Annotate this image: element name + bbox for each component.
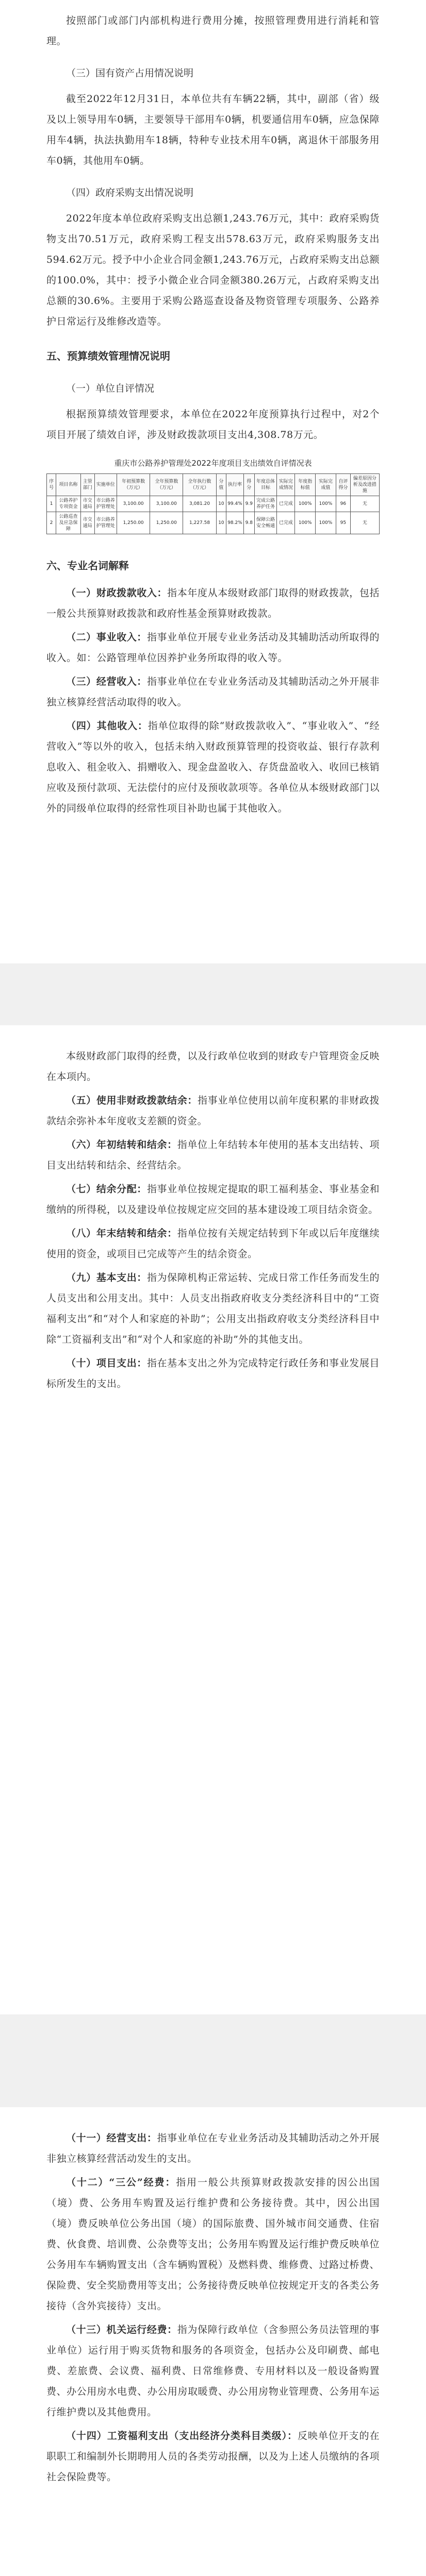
term-definition: 反映单位开支的在职职工和编制外长期聘用人员的各类劳动报酬，以及为上述人员缴纳的各项社会保险费等。 — [46, 2430, 380, 2483]
paragraph — [46, 2426, 380, 2487]
table-cell: 2 — [47, 512, 56, 534]
table-header-cell: 年度指标值 — [295, 474, 316, 496]
table-header-cell: 偏差原因分析及改进措施 — [350, 474, 379, 496]
term-label: （四）其他收入： — [66, 720, 148, 732]
table-header-cell: 得分 — [243, 474, 254, 496]
table-header-cell: 主管部门 — [80, 474, 94, 496]
paragraph — [46, 627, 380, 668]
table-header-cell: 全年执行数（万元） — [183, 474, 216, 496]
table-cell: 100% — [316, 512, 336, 534]
table-cell: 9.8 — [243, 512, 254, 534]
term-label: （七）结余分配： — [66, 1183, 147, 1195]
term-definition: 指事业单位在专业业务活动及其辅助活动之外开展非独立核算经营活动取得的收入。 — [46, 676, 380, 708]
table-cell: 3,100.00 — [150, 496, 183, 512]
subsection-heading: （四）政府采购支出情况说明 — [66, 187, 194, 198]
paragraph: 按照部门或部门内部机构进行费用分摊，按照管理费用进行消耗和管理。 — [46, 15, 380, 47]
term-definition: 指单位取得的除“财政拨款收入”、“事业收入”、“经营收入”等以外的收入，包括未纳入财政预算管理的投资收益、银行存款利息收入、租金收入、捐赠收入、现金盘盈收入、存货盘盈收入、收回已核销应收及预付款项、无法偿付的应付及预收款项等。各单位从本级财政部门以外的同级单位取得的经常性项目补助也属于其他收入。 — [46, 720, 380, 814]
term-definition: 指事业单位在专业业务活动及其辅助活动之外开展非独立核算经营活动发生的支出。 — [46, 2132, 380, 2164]
subsection-heading: （一）单位自评情况 — [66, 383, 155, 394]
table-cell: 1,227.58 — [183, 512, 216, 534]
page-2 — [0, 1025, 426, 2014]
page-1 — [0, 0, 426, 963]
paragraph — [46, 2128, 380, 2169]
paragraph — [46, 1134, 380, 1176]
table-cell: 95 — [336, 512, 350, 534]
table-header-cell: 项目名称 — [56, 474, 81, 496]
term-definition: 指在基本支出之外为完成特定行政任务和事业发展目标所发生的支出。 — [46, 1358, 380, 1389]
table-cell: 市公路养护管理处 — [94, 496, 117, 512]
table-header-cell: 年初预算数（万元） — [117, 474, 150, 496]
term-definition: 指为保障机构正常运转、完成日常工作任务而发生的人员支出和公用支出。其中：人员支出指政府收支分类经济科目中的“工资福利支出”和“对个人和家庭的补助”；公用支出指政府收支分类经济科目中除“工资福利支出”和“对个人和家庭的补助”外的其他支出。 — [46, 1272, 380, 1345]
term-label: （二）事业收入： — [66, 632, 147, 643]
term-label: （三）经营收入： — [66, 676, 147, 687]
term-definition: 指事业单位按规定提取的职工福利基金、事业基金和缴纳的所得税，以及建设单位按规定应交回的基本建设竣工项目结余资金。 — [46, 1183, 380, 1215]
table-cell: 3,100.00 — [117, 496, 150, 512]
term-label: （八）年末结转和结余： — [66, 1228, 177, 1239]
table-row — [47, 512, 380, 534]
paragraph: 根据预算绩效管理要求，本单位在2022年度预算执行过程中，对2个项目开展了绩效自评，涉及财政拨款项目支出4,308.78万元。 — [46, 409, 380, 440]
table-cell: 已完成 — [277, 496, 295, 512]
table-header-cell: 实施单位 — [94, 474, 117, 496]
term-label: （十四）工资福利支出（支出经济分类科目类级）： — [66, 2430, 298, 2442]
term-label: （十）项目支出： — [66, 1358, 147, 1369]
term-label: （十三）机关运行经费： — [66, 2324, 177, 2335]
subsection-heading: （三）国有资产占用情况说明 — [66, 67, 194, 79]
table-cell: 市交通局 — [80, 512, 94, 534]
table-header-cell: 序号 — [47, 474, 56, 496]
term-definition: 指用一般公共预算财政拨款安排的因公出国（境）费、公务用车购置及运行维护费和公务接待费。其中，因公出国（境）费反映单位公务出国（境）的国际旅费、国外城市间交通费、住宿费、伙食费、培训费、公杂费等支出；公务用车购置及运行维护费反映单位公务用车车辆购置支出（含车辆购置税）及燃料费、维修费、过路过桥费、保险费、安全奖励费用等支出；公务接待费反映单位按规定开支的各类公务接待（含外宾接待）支出。 — [46, 2177, 380, 2312]
table-header-cell: 年度总体目标 — [254, 474, 276, 496]
term-label: （九）基本支出： — [66, 1272, 147, 1283]
table-cell: 市公路养护管理处 — [94, 512, 117, 534]
paragraph — [46, 2319, 380, 2422]
table-cell: 100% — [295, 512, 316, 534]
term-definition: 指本年度从本级财政部门取得的财政拨款，包括一般公共预算财政拨款和政府性基金预算财政拨款。 — [46, 587, 380, 619]
page-gap — [0, 963, 426, 1025]
table-cell: 已完成 — [277, 512, 295, 534]
table-cell: 1,250.00 — [117, 512, 150, 534]
term-label: （六）年初结转和结余： — [66, 1139, 177, 1150]
term-label: （一）财政拨款收入： — [66, 587, 168, 599]
term-definition: 指单位按有关规定结转到下年或以后年度继续使用的资金，或项目已完成等产生的结余资金。 — [46, 1228, 380, 1260]
table-cell: 1 — [47, 496, 56, 512]
paragraph — [46, 1223, 380, 1264]
table-cell: 无 — [350, 512, 379, 534]
paragraph — [46, 1267, 380, 1350]
table-header-cell: 实际完成情况 — [277, 474, 295, 496]
term-definition: 指为保障行政单位（含参照公务员法管理的事业单位）运行用于购买货物和服务的各项资金，包括办公及印刷费、邮电费、差旅费、会议费、福利费、日常维修费、专用材料以及一般设备购置费、办公用房水电费、办公用房取暖费、办公用房物业管理费、公务用车运行维护费以及其他费用。 — [46, 2324, 380, 2418]
table-header-cell: 全年预算数（万元） — [150, 474, 183, 496]
paragraph — [46, 583, 380, 624]
table-cell: 1,250.00 — [150, 512, 183, 534]
term-definition: 指事业单位使用以前年度积累的非财政拨款结余弥补本年度收支差额的资金。 — [46, 1095, 380, 1127]
table-cell: 98.2% — [226, 512, 244, 534]
table-cell: 100% — [295, 496, 316, 512]
table-cell: 96 — [336, 496, 350, 512]
paragraph — [46, 1179, 380, 1220]
table-cell: 公路养护专项资金 — [56, 496, 81, 512]
section-heading: 六、专业名词解释 — [46, 560, 129, 572]
performance-table — [46, 473, 380, 534]
paragraph — [46, 1090, 380, 1131]
table-cell: 10 — [216, 496, 226, 512]
section-heading: 五、预算绩效管理情况说明 — [46, 350, 170, 362]
term-definition: 指单位上年结转本年使用的基本支出结转、项目支出结转和结余、经营结余。 — [46, 1139, 380, 1171]
table-cell: 99.4% — [226, 496, 244, 512]
table-cell: 100% — [316, 496, 336, 512]
table-cell: 10 — [216, 512, 226, 534]
paragraph — [46, 716, 380, 819]
term-definition: 指事业单位开展专业业务活动及其辅助活动所取得的收入。如：公路管理单位因养护业务所取得的收入等。 — [46, 632, 380, 664]
page-3 — [0, 2107, 426, 2576]
paragraph: 截至2022年12月31日，本单位共有车辆22辆，其中，副部（省）级及以上领导用车0辆，主要领导干部用车0辆，机要通信用车0辆，应急保障用车4辆，执法执勤用车18辆，特种专业技术用车0辆，离退休干部服务用车0辆，其他用车0辆。 — [46, 93, 380, 166]
table-cell: 3,081.20 — [183, 496, 216, 512]
performance-table-block — [46, 457, 380, 534]
paragraph — [46, 2172, 380, 2316]
table-header-cell: 自评得分 — [336, 474, 350, 496]
table-header-cell: 实际完成值 — [316, 474, 336, 496]
table-cell: 无 — [350, 496, 379, 512]
paragraph — [46, 1353, 380, 1394]
table-cell: 公路巡查及应急保障 — [56, 512, 81, 534]
table-header-cell: 执行率 — [226, 474, 244, 496]
page-gap — [0, 2014, 426, 2107]
term-label: （五）使用非财政拨款结余： — [66, 1095, 198, 1106]
table-cell: 保障公路安全畅通 — [254, 512, 276, 534]
table-row — [47, 496, 380, 512]
paragraph: 本级财政部门取得的经费，以及行政单位收到的财政专户管理资金反映在本项内。 — [46, 1050, 380, 1082]
paragraph — [46, 671, 380, 713]
paragraph: 2022年度本单位政府采购支出总额1,243.76万元，其中：政府采购货物支出70.51万元，政府采购工程支出578.63万元，政府采购服务支出594.62万元。授予中小企业合同金额1,243.76万元，占政府采购支出总额的100.0%，其中：授予小微企业合同金额380.26万元，占政府采购支出总额的30.6%。主要用于采购公路巡查设备及物资管理专项服务、公路养护日常运行及维修改造等。 — [46, 213, 380, 327]
table-cell: 完成公路养护任务 — [254, 496, 276, 512]
table-cell: 市交通局 — [80, 496, 94, 512]
table-header-cell: 分值 — [216, 474, 226, 496]
table-cell: 9.9 — [243, 496, 254, 512]
table-header-row — [47, 474, 380, 496]
term-label: （十二）“三公”经费： — [66, 2177, 176, 2188]
term-label: （十一）经营支出： — [66, 2132, 157, 2144]
table-title: 重庆市公路养护管理处2022年度项目支出绩效自评情况表 — [114, 459, 312, 468]
